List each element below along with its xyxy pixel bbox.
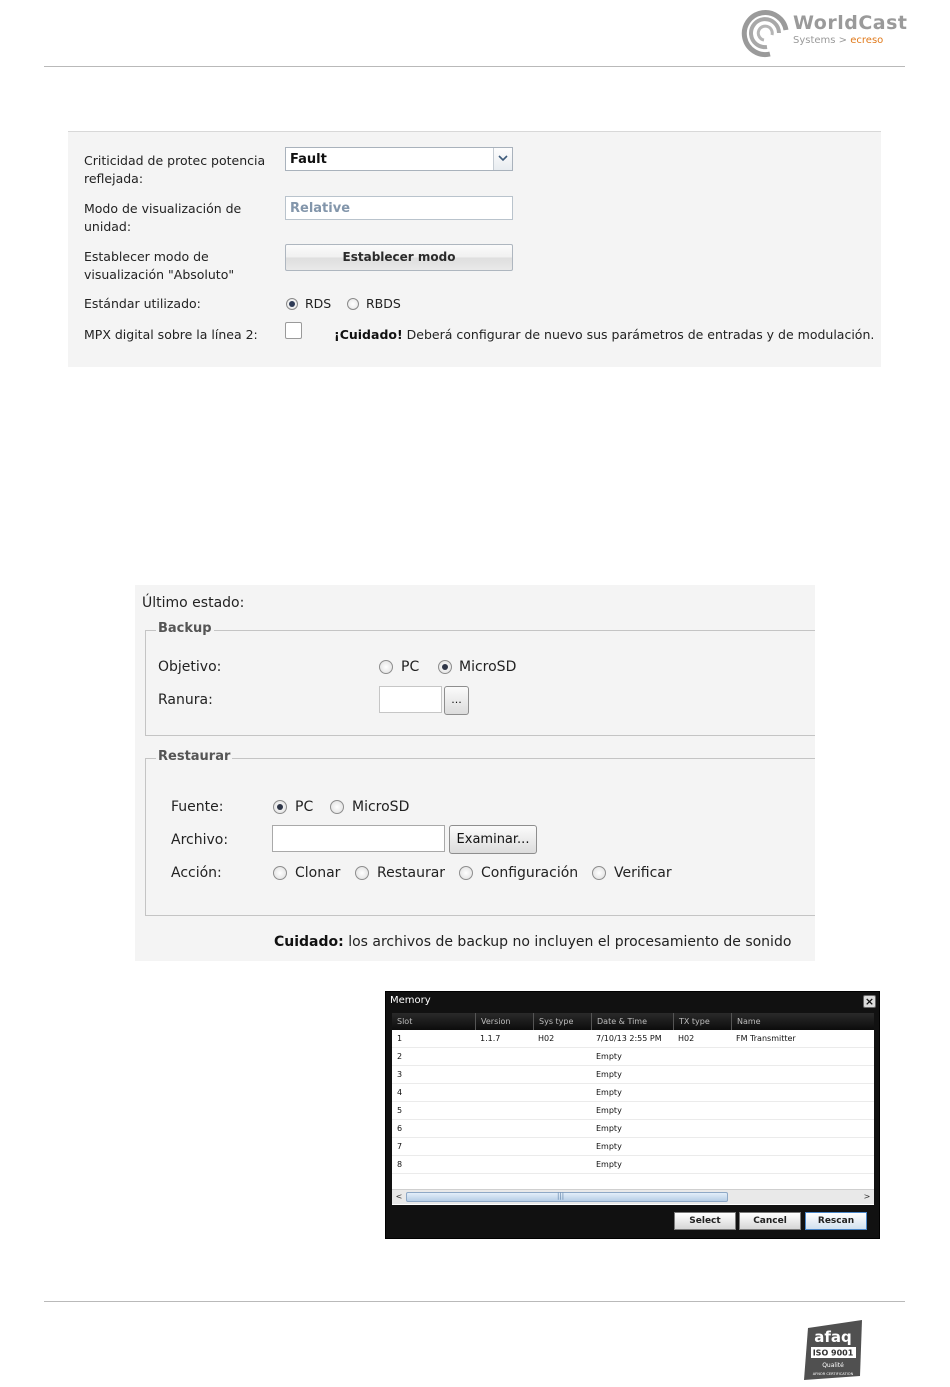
cell-version [475, 1156, 480, 1174]
cell-name [731, 1138, 736, 1156]
cell-slot: 2 [397, 1052, 403, 1061]
cell-version: 1.1.7 [480, 1034, 501, 1043]
scrollbar-thumb[interactable] [406, 1192, 728, 1202]
table-row[interactable] [392, 1048, 874, 1066]
establecer-modo-button[interactable]: Establecer modo [285, 244, 513, 271]
cell-date-time: 7/10/13 2:55 PM [596, 1034, 662, 1043]
archivo-label: Archivo: [171, 832, 229, 848]
worldcast-logo [740, 8, 910, 63]
radio-accion-restaurar[interactable] [355, 866, 369, 880]
col-name[interactable]: Name [731, 1013, 874, 1030]
cell-sys-type: H02 [538, 1034, 555, 1043]
modo-value: Relative [290, 201, 351, 216]
footer-divider [44, 1301, 905, 1302]
mpx-checkbox[interactable] [285, 322, 302, 339]
table-row[interactable] [392, 1156, 874, 1174]
cell-version [475, 1084, 480, 1102]
cell-sys-type [533, 1102, 538, 1120]
table-row[interactable] [392, 1084, 874, 1102]
radio-rds[interactable] [286, 298, 298, 310]
archivo-input[interactable] [272, 825, 445, 852]
radio-accion-verificar-label: Verificar [614, 865, 672, 881]
radio-accion-restaurar-label: Restaurar [377, 865, 446, 881]
cell-date-time: Empty [596, 1052, 622, 1061]
table-row[interactable] [392, 1030, 874, 1048]
backup-legend: Backup [158, 621, 212, 636]
col-date-time[interactable]: Date & Time [591, 1013, 673, 1030]
settings-panel [68, 131, 881, 367]
col-sys-type[interactable]: Sys type [533, 1013, 591, 1030]
modo-label: Modo de visualización de unidad: [84, 201, 242, 234]
cell-date-time: Empty [596, 1088, 622, 1097]
memory-table-header [392, 1013, 874, 1030]
cell-version [475, 1138, 480, 1156]
memory-dialog [385, 991, 880, 1239]
restaurar-fieldset [145, 749, 815, 916]
cell-name [731, 1120, 736, 1138]
cell-date-time: Empty [596, 1070, 622, 1079]
ranura-input[interactable] [379, 686, 442, 713]
radio-accion-clonar-label: Clonar [295, 865, 341, 881]
mpx-label: MPX digital sobre la línea 2: [84, 327, 258, 342]
radio-objetivo-pc[interactable] [379, 660, 393, 674]
logo-subline: Systems > ecreso [793, 35, 884, 46]
cell-sys-type [533, 1156, 538, 1174]
criticidad-label: Criticidad de protec potencia reflejada: [84, 153, 266, 186]
cell-tx-type [673, 1120, 678, 1138]
cell-tx-type [673, 1084, 678, 1102]
radio-accion-clonar[interactable] [273, 866, 287, 880]
radio-accion-verificar[interactable] [592, 866, 606, 880]
qualite-text: Qualité [822, 1362, 844, 1369]
radio-fuente-microsd-label: MicroSD [352, 799, 410, 815]
cell-version [475, 1048, 480, 1066]
header-divider [44, 66, 905, 67]
col-slot[interactable]: Slot [397, 1017, 413, 1026]
examinar-button[interactable]: Examinar... [449, 825, 537, 854]
table-row[interactable] [392, 1066, 874, 1084]
afaq-iso-badge [802, 1318, 866, 1382]
cell-sys-type [533, 1048, 538, 1066]
radio-fuente-pc-label: PC [295, 799, 314, 815]
logo-waves-icon [740, 8, 790, 58]
radio-rbds-label: RBDS [366, 296, 401, 311]
cell-tx-type [673, 1066, 678, 1084]
estandar-label: Estándar utilizado: [84, 296, 201, 311]
radio-accion-configuracion-label: Configuración [481, 865, 579, 881]
col-tx-type[interactable]: TX type [673, 1013, 731, 1030]
cell-slot: 6 [397, 1124, 403, 1133]
cell-tx-type: H02 [678, 1034, 695, 1043]
cell-date-time: Empty [596, 1124, 622, 1133]
modo-field [285, 196, 513, 220]
logo-name: WorldCast [793, 12, 908, 34]
cell-slot: 1 [397, 1034, 403, 1043]
cell-slot: 5 [397, 1106, 403, 1115]
cell-sys-type [533, 1084, 538, 1102]
cell-sys-type [533, 1138, 538, 1156]
rescan-button[interactable]: Rescan [805, 1212, 867, 1230]
radio-fuente-microsd[interactable] [330, 800, 344, 814]
cell-tx-type [673, 1048, 678, 1066]
select-button[interactable]: Select [674, 1212, 736, 1230]
radio-objetivo-microsd-label: MicroSD [459, 659, 517, 675]
cell-slot: 8 [397, 1160, 403, 1169]
cell-version [475, 1120, 480, 1138]
cell-slot: 3 [397, 1070, 403, 1079]
afaq-text: afaq [814, 1328, 852, 1346]
objetivo-label: Objetivo: [158, 659, 222, 675]
cell-name: FM Transmitter [736, 1034, 796, 1043]
cell-version [475, 1066, 480, 1084]
memory-dialog-title: Memory [390, 995, 431, 1006]
cell-name [731, 1156, 736, 1174]
horizontal-scrollbar[interactable] [392, 1189, 874, 1204]
backup-restore-panel [135, 585, 815, 961]
cell-sys-type [533, 1066, 538, 1084]
scroll-left-icon[interactable]: < [395, 1192, 403, 1201]
memory-table [392, 1013, 874, 1205]
table-row[interactable] [392, 1138, 874, 1156]
ultimo-estado-title: Último estado: [142, 595, 245, 611]
cell-date-time: Empty [596, 1106, 622, 1115]
scroll-right-icon[interactable]: > [863, 1192, 871, 1201]
cell-date-time: Empty [596, 1160, 622, 1169]
cancel-button[interactable]: Cancel [739, 1212, 801, 1230]
cell-tx-type [673, 1102, 678, 1120]
close-icon[interactable]: × [864, 995, 875, 1008]
radio-rbds[interactable] [347, 298, 359, 310]
cell-tx-type [673, 1156, 678, 1174]
cell-slot: 7 [397, 1142, 403, 1151]
table-row[interactable] [392, 1120, 874, 1138]
cell-name [731, 1102, 736, 1120]
ranura-browse-button[interactable]: ... [444, 686, 469, 715]
radio-rds-label: RDS [305, 296, 332, 311]
backup-fieldset [145, 621, 815, 736]
cell-name [731, 1066, 736, 1084]
cell-version [475, 1102, 480, 1120]
cell-slot: 4 [397, 1088, 403, 1097]
radio-objetivo-pc-label: PC [401, 659, 420, 675]
afaq-badge-icon [802, 1318, 866, 1382]
cell-date-time: Empty [596, 1142, 622, 1151]
ranura-label: Ranura: [158, 692, 213, 708]
scroll-grip: ||| [557, 1192, 565, 1200]
radio-accion-configuracion[interactable] [459, 866, 473, 880]
cell-sys-type [533, 1120, 538, 1138]
mpx-warning: ¡Cuidado! Deberá configurar de nuevo sus parámetros de entradas y de modulación. [334, 327, 875, 342]
accion-label: Acción: [171, 865, 222, 881]
cell-tx-type [673, 1138, 678, 1156]
restaurar-legend: Restaurar [158, 749, 231, 764]
establecer-label: Establecer modo de visualización "Absoluto" [84, 249, 235, 282]
iso-text: ISO 9001 [812, 1348, 854, 1358]
radio-fuente-pc[interactable] [273, 800, 287, 814]
col-version[interactable]: Version [475, 1013, 533, 1030]
fuente-label: Fuente: [171, 799, 224, 815]
cell-name [731, 1048, 736, 1066]
afnor-text: AFNOR CERTIFICATION [812, 1372, 854, 1376]
backup-note: Cuidado: los archivos de backup no incluyen el procesamiento de sonido [274, 934, 792, 950]
criticidad-select[interactable] [285, 147, 513, 171]
radio-objetivo-microsd[interactable] [438, 660, 452, 674]
chevron-down-icon[interactable] [493, 148, 512, 170]
criticidad-value: Fault [290, 152, 327, 167]
cell-name [731, 1084, 736, 1102]
table-row[interactable] [392, 1102, 874, 1120]
